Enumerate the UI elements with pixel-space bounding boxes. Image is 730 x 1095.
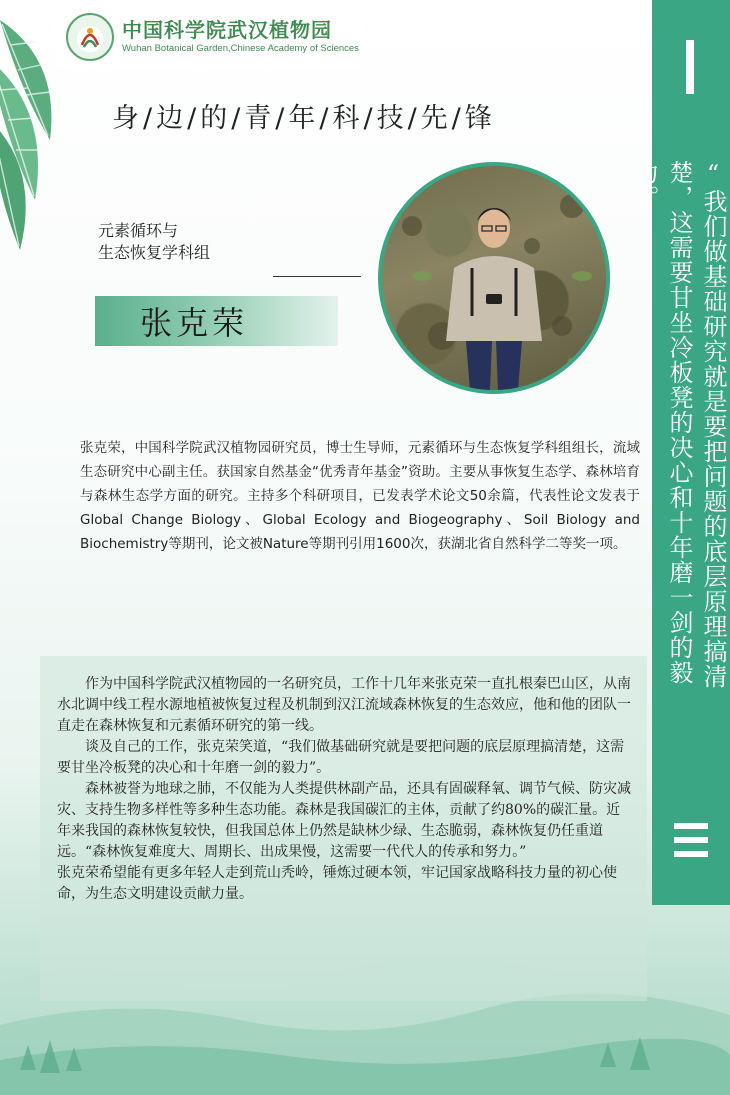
logo-english-name: Wuhan Botanical Garden,Chinese Academy of Sciences (122, 43, 359, 54)
story-text (57, 674, 632, 905)
page-title: 身/边/的/青/年/科/技/先/锋 (112, 103, 496, 134)
story-paragraph-2: 谈及自己的工作，张克荣笑道，“我们做基础研究就是要把问题的底层原理搞清楚，这需要甘坐冷板凳的决心和十年磨一剑的毅力”。 (57, 739, 625, 776)
story-paragraph-4: 张克荣希望能有更多年轻人走到荒山秃岭，锤炼过硬本领，牢记国家战略科技力量的初心使命，为生态文明建设贡献力量。 (57, 865, 617, 902)
institution-logo (58, 6, 360, 68)
side-quote: “我们做基础研究就是要把问题的底层原理搞清楚，这需要甘坐冷板凳的决心和十年磨一剑的毅力。” (631, 160, 727, 689)
story-paragraph-3: 森林被誉为地球之肺，不仅能为人类提供林副产品，还具有固碳释氧、调节气候、防灾减灾、支持生物多样性等多种生态功能。森林是我国碳汇的主体，贡献了约80%的碳汇量。近年来我国的森林恢复较快，但我国总体上仍然是缺林少绿、生态脆弱，森林恢复仍任重道远。“森林恢复难度大、周期长、出成果慢，这需要一代代人的传承和努力。” (57, 781, 631, 860)
side-band-divider (686, 40, 694, 94)
divider-line (273, 276, 361, 277)
research-group-line-2: 生态恢复学科组 (98, 243, 211, 262)
side-band-lines (674, 823, 708, 865)
story-paragraph-1: 作为中国科学院武汉植物园的一名研究员，工作十几年来张克荣一直扎根秦巴山区，从南水北调中线工程水源地植被恢复过程及机制到汉江流域森林恢复的生态效应，他和他的团队一直走在森林恢复和元素循环研究的第一线。 (57, 676, 631, 734)
garden-logo-emblem (66, 13, 114, 61)
logo-chinese-name: 中国科学院武汉植物园 (122, 18, 332, 42)
research-group-line-1: 元素循环与 (98, 221, 179, 240)
research-group (98, 220, 298, 264)
portrait-frame (378, 162, 610, 394)
bio-paragraph: 张克荣，中国科学院武汉植物园研究员，博士生导师，元素循环与生态恢复学科组组长，流域生态研究中心副主任。获国家自然基金“优秀青年基金”资助。主要从事恢复生态学、森林培育与森林生态学方面的研究。主持多个科研项目，已发表学术论文50余篇，代表性论文发表于Global Change Biology、Global Ecology and Biogeography、Soil Biology and Biochemistry等期刊，论文被Nature等期刊引用1600次，获湖北省自然科学二等奖一项。 (80, 440, 640, 552)
person-portrait (382, 166, 606, 390)
person-name: 张克荣 (140, 304, 249, 342)
